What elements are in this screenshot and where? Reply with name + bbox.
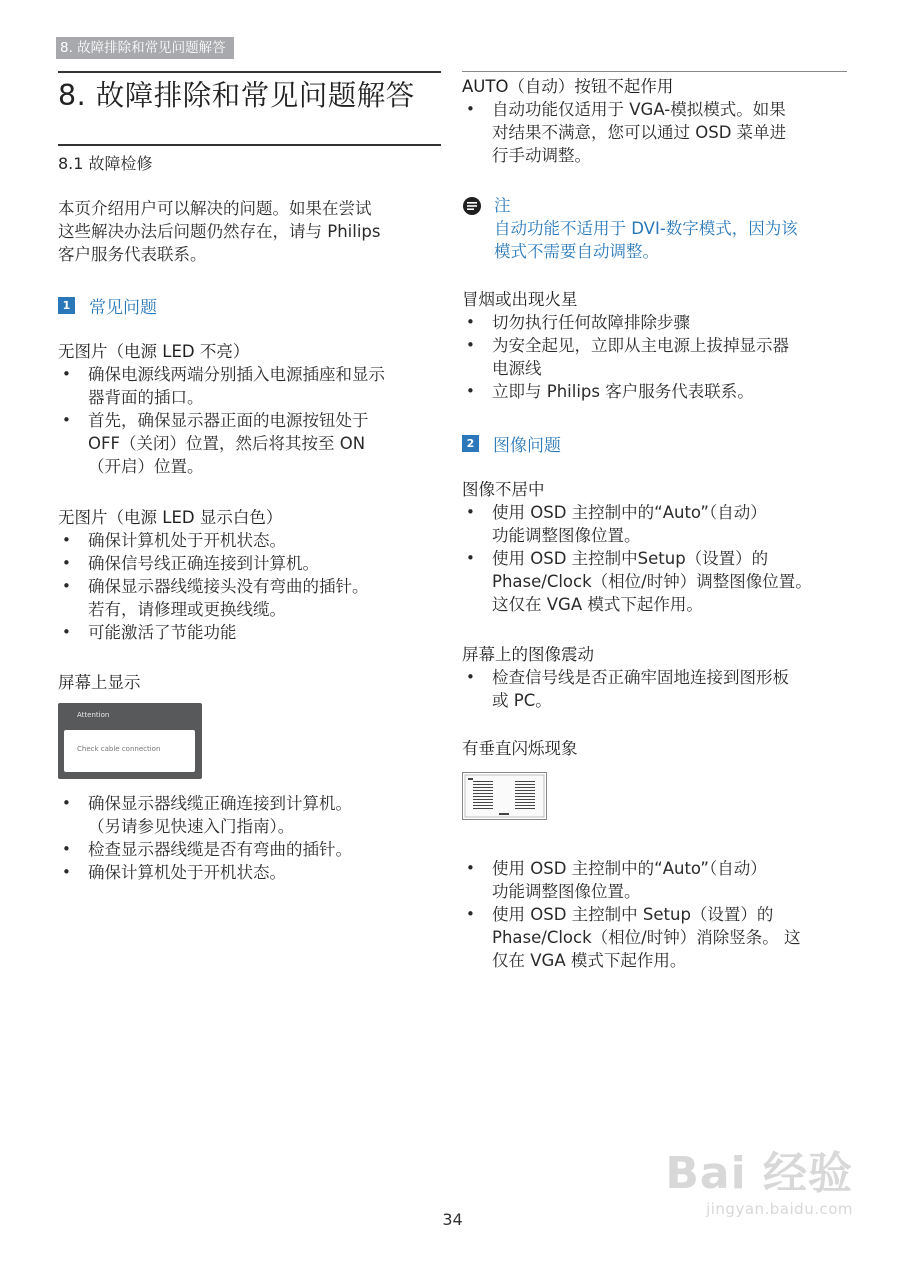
image-vibrate-block [462,643,847,712]
onscreen-list [58,792,443,884]
vertical-flicker-thumbnail [462,772,547,820]
chapter-tab: 8. 故障排除和常见问题解答 [56,37,234,59]
list-item: • 确保显示器线缆接头没有弯曲的插针。 若有，请修理或更换线缆。 [58,575,443,621]
flicker-pattern-image [463,773,546,819]
note-block [462,194,847,263]
problem-heading: 冒烟或出现火星 [462,290,578,309]
list-item: • 检查显示器线缆是否有弯曲的插针。 [58,838,443,861]
noimg-led-off-block [58,340,443,478]
list-item: • 确保计算机处于开机状态。 [58,529,443,552]
section-image-problems [462,431,561,456]
osd-message-box [64,730,195,772]
section-subtitle: 8.1 故障检修 [58,154,153,173]
page-title: 8. 故障排除和常见问题解答 [58,79,415,112]
note-label: 注 [494,196,511,215]
osd-message: Check cable connection [77,745,161,753]
watermark-brand: Bai 经验 [665,1148,853,1199]
list-item: • 使用 OSD 主控制中的“Auto”（自动） 功能调整图像位置。 [462,501,847,547]
title-bottom-rule [58,144,441,146]
smoke-block [462,288,847,403]
note-icon [462,196,482,216]
right-top-rule [462,71,847,72]
intro-paragraph [58,197,443,266]
intro-line: 客户服务代表联系。 [58,245,207,264]
watermark-url: jingyan.baidu.com [706,1200,853,1218]
list-item: • 确保信号线正确连接到计算机。 [58,552,443,575]
list-item: • 可能激活了节能功能 [58,621,443,644]
list-item: • 立即与 Philips 客户服务代表联系。 [462,380,847,403]
osd-attention-image [58,703,202,779]
flicker-heading-block [462,737,847,760]
problem-heading: 屏幕上的图像震动 [462,645,594,664]
problem-heading: 无图片（电源 LED 不亮） [58,342,250,361]
list-item: • 确保计算机处于开机状态。 [58,861,443,884]
auto-button-block [462,75,847,167]
note-line: 模式不需要自动调整。 [494,242,659,261]
problem-heading: 图像不居中 [462,480,545,499]
section-label: 图像问题 [493,436,561,456]
list-item: • 确保显示器线缆正确连接到计算机。 （另请参见快速入门指南）。 [58,792,443,838]
noimg-led-white-block [58,506,443,644]
not-centered-block [462,478,847,616]
list-item: • 自动功能仅适用于 VGA-模拟模式。如果 对结果不满意，您可以通过 OSD 菜单进 行手动调整。 [462,98,847,167]
section-label: 常见问题 [89,298,157,318]
problem-heading: 屏幕上显示 [58,673,141,692]
flicker-list [462,857,847,972]
intro-line: 这些解决办法后问题仍然存在，请与 Philips [58,222,381,241]
intro-line: 本页介绍用户可以解决的问题。如果在尝试 [58,199,372,218]
list-item: • 首先，确保显示器正面的电源按钮处于 OFF（关闭）位置，然后将其按至 ON （开启）位置。 [58,409,443,478]
list-item: • 切勿执行任何故障排除步骤 [462,311,847,334]
list-item: • 使用 OSD 主控制中 Setup（设置）的 Phase/Clock（相位/时钟）消除竖条。 这 仅在 VGA 模式下起作用。 [462,903,847,972]
section-common-problems [58,293,157,318]
problem-heading: AUTO（自动）按钮不起作用 [462,77,674,96]
section-number-badge: 2 [462,435,479,452]
note-line: 自动功能不适用于 DVI-数字模式，因为该 [494,219,798,238]
section-number-badge: 1 [58,297,75,314]
list-item: • 使用 OSD 主控制中Setup（设置）的 Phase/Clock（相位/时钟）调整图像位置。 这仅在 VGA 模式下起作用。 [462,547,847,616]
problem-heading: 无图片（电源 LED 显示白色） [58,508,283,527]
page-number: 34 [442,1210,463,1229]
osd-title: Attention [77,711,110,719]
list-item: • 确保电源线两端分别插入电源插座和显示 器背面的插口。 [58,363,443,409]
list-item: • 检查信号线是否正确牢固地连接到图形板 或 PC。 [462,666,847,712]
baidu-watermark [665,1148,853,1218]
onscreen-heading-block [58,671,443,694]
problem-heading: 有垂直闪烁现象 [462,739,578,758]
list-item: • 为安全起见，立即从主电源上拔掉显示器 电源线 [462,334,847,380]
title-top-rule [58,71,441,73]
list-item: • 使用 OSD 主控制中的“Auto”（自动） 功能调整图像位置。 [462,857,847,903]
